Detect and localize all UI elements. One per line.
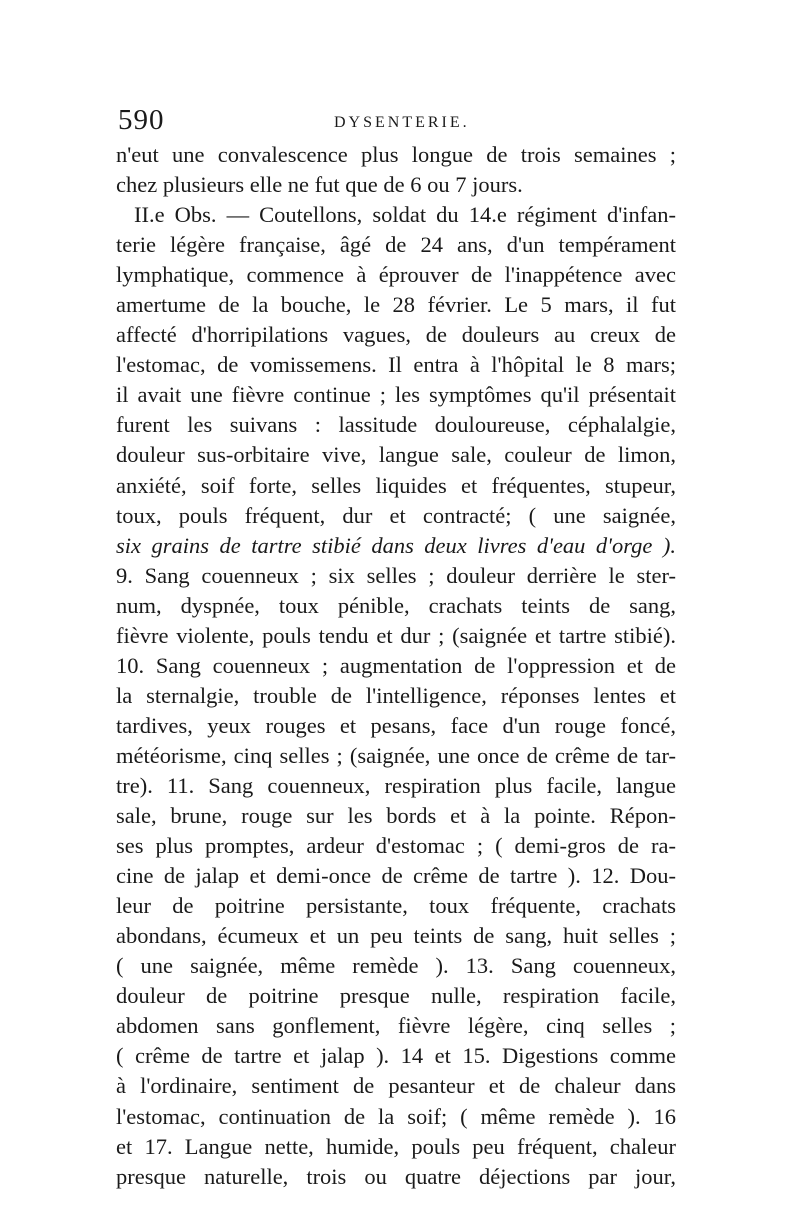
- page-number: 590: [118, 104, 165, 136]
- text-line: n'eut une convalescence plus longue de trois semaines ;: [116, 142, 676, 167]
- text-line: ses plus promptes, ardeur d'estomac ; ( demi-gros de ra-: [116, 833, 676, 859]
- text-line: affecté d'horripilations vagues, de douleurs au creux de: [116, 322, 676, 348]
- text-line: tre). 11. Sang couenneux, respiration plus facile, langue: [116, 772, 676, 798]
- text-line: six grains de tartre stibié dans deux livres d'eau d'orge ).: [116, 532, 676, 558]
- text-line: ( crême de tartre et jalap ). 14 et 15. Digestions comme: [116, 1043, 676, 1069]
- text-line: amertume de la bouche, le 28 février. Le 5 mars, il fut: [116, 292, 676, 318]
- text-line: II.e Obs. — Coutellons, soldat du 14.e régiment d'infan-: [134, 202, 676, 228]
- text-line: anxiété, soif forte, selles liquides et fréquentes, stupeur,: [116, 472, 676, 498]
- text-line: sale, brune, rouge sur les bords et à la pointe. Répon-: [116, 803, 676, 829]
- text-line: 9. Sang couenneux ; six selles ; douleur derrière le ster-: [116, 562, 676, 588]
- text-line: il avait une fièvre continue ; les symptômes qu'il présentait: [116, 382, 676, 408]
- text-line: douleur sus-orbitaire vive, langue sale, couleur de limon,: [116, 442, 676, 468]
- text-line: presque naturelle, trois ou quatre déjections par jour,: [116, 1163, 676, 1189]
- text-line: num, dyspnée, toux pénible, crachats teints de sang,: [116, 592, 676, 618]
- running-head: DYSENTERIE.: [334, 114, 470, 131]
- text-line: tardives, yeux rouges et pesans, face d'un rouge foncé,: [116, 712, 676, 738]
- text-line: abdomen sans gonflement, fièvre légère, cinq selles ;: [116, 1013, 676, 1039]
- body-text: [116, 140, 676, 1192]
- page-header: [118, 104, 678, 144]
- text-line: fièvre violente, pouls tendu et dur ; (saignée et tartre stibié).: [116, 622, 676, 648]
- text-line: et 17. Langue nette, humide, pouls peu fréquent, chaleur: [116, 1133, 676, 1159]
- text-line: toux, pouls fréquent, dur et contracté; ( une saignée,: [116, 502, 676, 528]
- text-line: chez plusieurs elle ne fut que de 6 ou 7 jours.: [116, 172, 523, 198]
- text-line: cine de jalap et demi-once de crême de tartre ). 12. Dou-: [116, 863, 676, 889]
- text-line: météorisme, cinq selles ; (saignée, une once de crême de tar-: [116, 742, 676, 768]
- text-line: abondans, écumeux et un peu teints de sang, huit selles ;: [116, 923, 676, 949]
- text-line: terie légère française, âgé de 24 ans, d'un tempérament: [116, 232, 676, 258]
- text-line: l'estomac, continuation de la soif; ( même remède ). 16: [116, 1103, 676, 1129]
- text-line: leur de poitrine persistante, toux fréquente, crachats: [116, 893, 676, 919]
- text-line: furent les suivans : lassitude douloureuse, céphalalgie,: [116, 412, 676, 438]
- text-line: à l'ordinaire, sentiment de pesanteur et de chaleur dans: [116, 1073, 676, 1099]
- text-line: ( une saignée, même remède ). 13. Sang couenneux,: [116, 953, 676, 979]
- text-line: 10. Sang couenneux ; augmentation de l'oppression et de: [116, 652, 676, 678]
- text-line: douleur de poitrine presque nulle, respiration facile,: [116, 983, 676, 1009]
- text-line: la sternalgie, trouble de l'intelligence, réponses lentes et: [116, 682, 676, 708]
- text-line: lymphatique, commence à éprouver de l'inappétence avec: [116, 262, 676, 288]
- text-line: l'estomac, de vomissemens. Il entra à l'hôpital le 8 mars;: [116, 352, 676, 378]
